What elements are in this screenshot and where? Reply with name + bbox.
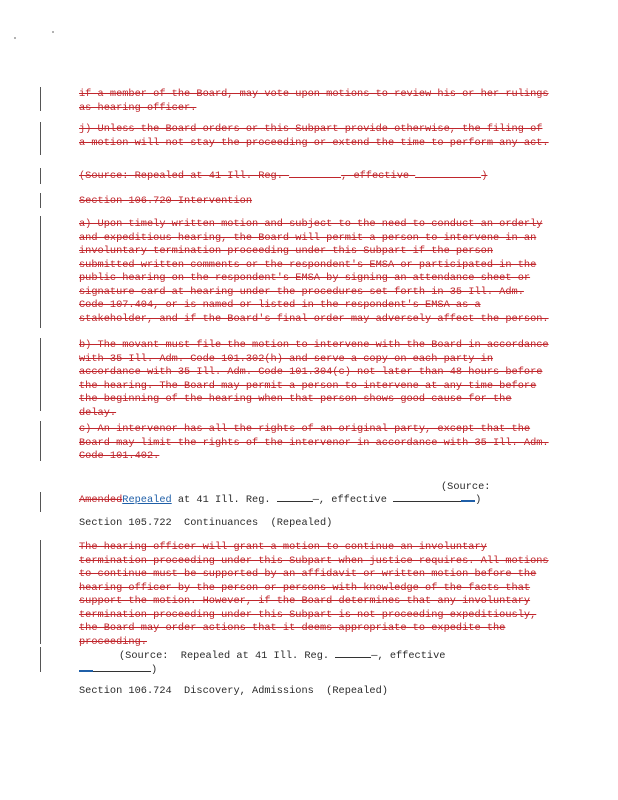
reg-blank: [335, 657, 371, 658]
change-bar: [40, 122, 41, 155]
deleted-subsection-a: a) Upon timely written motion and subject to the need to conduct an orderly and expeditious hearing, the Board will permit a person to intervene in an involuntary termination proceeding under this Subpart if the person submitted written comments or the respondent's EMSA or participated in the public hearing on the respondent's EMSA by signing an attendance sheet or signature card at hearing under the procedures set forth in 35 Ill. Adm. Code 107.404, or is named or listed in the respondent's EMSA as a stakeholder, and if the Board's final order may adversely affect the person.: [79, 218, 549, 325]
change-bar: [40, 216, 41, 328]
change-bar: [40, 193, 41, 208]
source-note-3-continued: [79, 664, 157, 677]
change-bar: [40, 421, 41, 461]
date-blank: [393, 501, 461, 502]
scan-speck: [14, 37, 16, 39]
source-note-3: [119, 650, 445, 663]
inserted-blank: [461, 500, 475, 502]
change-bar: [40, 168, 41, 184]
deleted-word-amended: Amended: [79, 494, 123, 506]
date-blank: [415, 177, 481, 178]
source-note-1-lead: (Source: Repealed at 41 Ill. Reg.: [79, 170, 290, 182]
inserted-blank: [79, 670, 93, 672]
deleted-continuance-paragraph: The hearing officer will grant a motion to continue an involuntary termination proceeding under this Subpart when justice requires. All motions to continue must be supported by an affidavit or written motion before the hearing officer by the person or persons with knowledge of the facts that support the motion. However, if the Board determines that any involuntary termination proceeding under this Subpart is not proceeding expeditiously, the Board may order actions that it deems appropriate to expedite the proceeding.: [79, 541, 549, 648]
deleted-subsection-j: j) Unless the Board orders or this Subpart provide otherwise, the filing of a motion will not stay the proceeding or extend the time to perform any act.: [79, 123, 549, 149]
source-note-2-close: ): [475, 494, 482, 506]
source-note-3-close: ): [151, 664, 158, 676]
source-note-2-mid: —, effective: [312, 494, 394, 506]
inserted-word-repealed: Repealed: [122, 494, 172, 506]
change-bar: [40, 647, 41, 672]
source-note-1-mid: , effective: [341, 170, 416, 182]
source-note-1: [79, 170, 549, 184]
date-blank: [93, 671, 151, 672]
section-heading-722: Section 105.722 Continuances (Repealed): [79, 517, 333, 529]
change-bar: [40, 540, 41, 644]
section-heading-724: Section 106.724 Discovery, Admissions (Repealed): [79, 685, 388, 697]
source-note-2: [79, 494, 481, 507]
change-bar: [40, 87, 41, 111]
change-bar: [40, 338, 41, 411]
source-note-3-mid: —, effective: [371, 650, 446, 662]
scan-speck: [52, 31, 54, 33]
reg-blank: [277, 501, 313, 502]
deleted-subsection-b: b) The movant must file the motion to intervene with the Board in accordance with 35 Ill. Adm. Code 101.302(h) and serve a copy on each party in accordance with 35 Ill. Adm. Code 101.304(c) not later than 48 hours before the hearing. The Board may permit a person to intervene at any time before the beginning of the hearing when that person shows good cause for the delay.: [79, 339, 549, 419]
section-heading-720: Section 106.720 Intervention: [79, 195, 253, 207]
deleted-fragment: if a member of the Board, may vote upon motions to review his or her rulings as hearing officer.: [79, 88, 549, 114]
reg-blank: [289, 177, 341, 178]
deleted-subsection-c: c) An intervenor has all the rights of an original party, except that the Board may limit the rights of the intervenor in accordance with 35 Ill. Adm. Code 101.402.: [79, 423, 549, 462]
source-note-2-reg: at 41 Ill. Reg.: [171, 494, 277, 506]
source-note-3-lead: (Source: Repealed at 41 Ill. Reg.: [119, 650, 336, 662]
source-note-2-label: (Source:: [441, 481, 491, 493]
change-bar: [40, 492, 41, 512]
source-note-1-close: ): [481, 170, 488, 182]
